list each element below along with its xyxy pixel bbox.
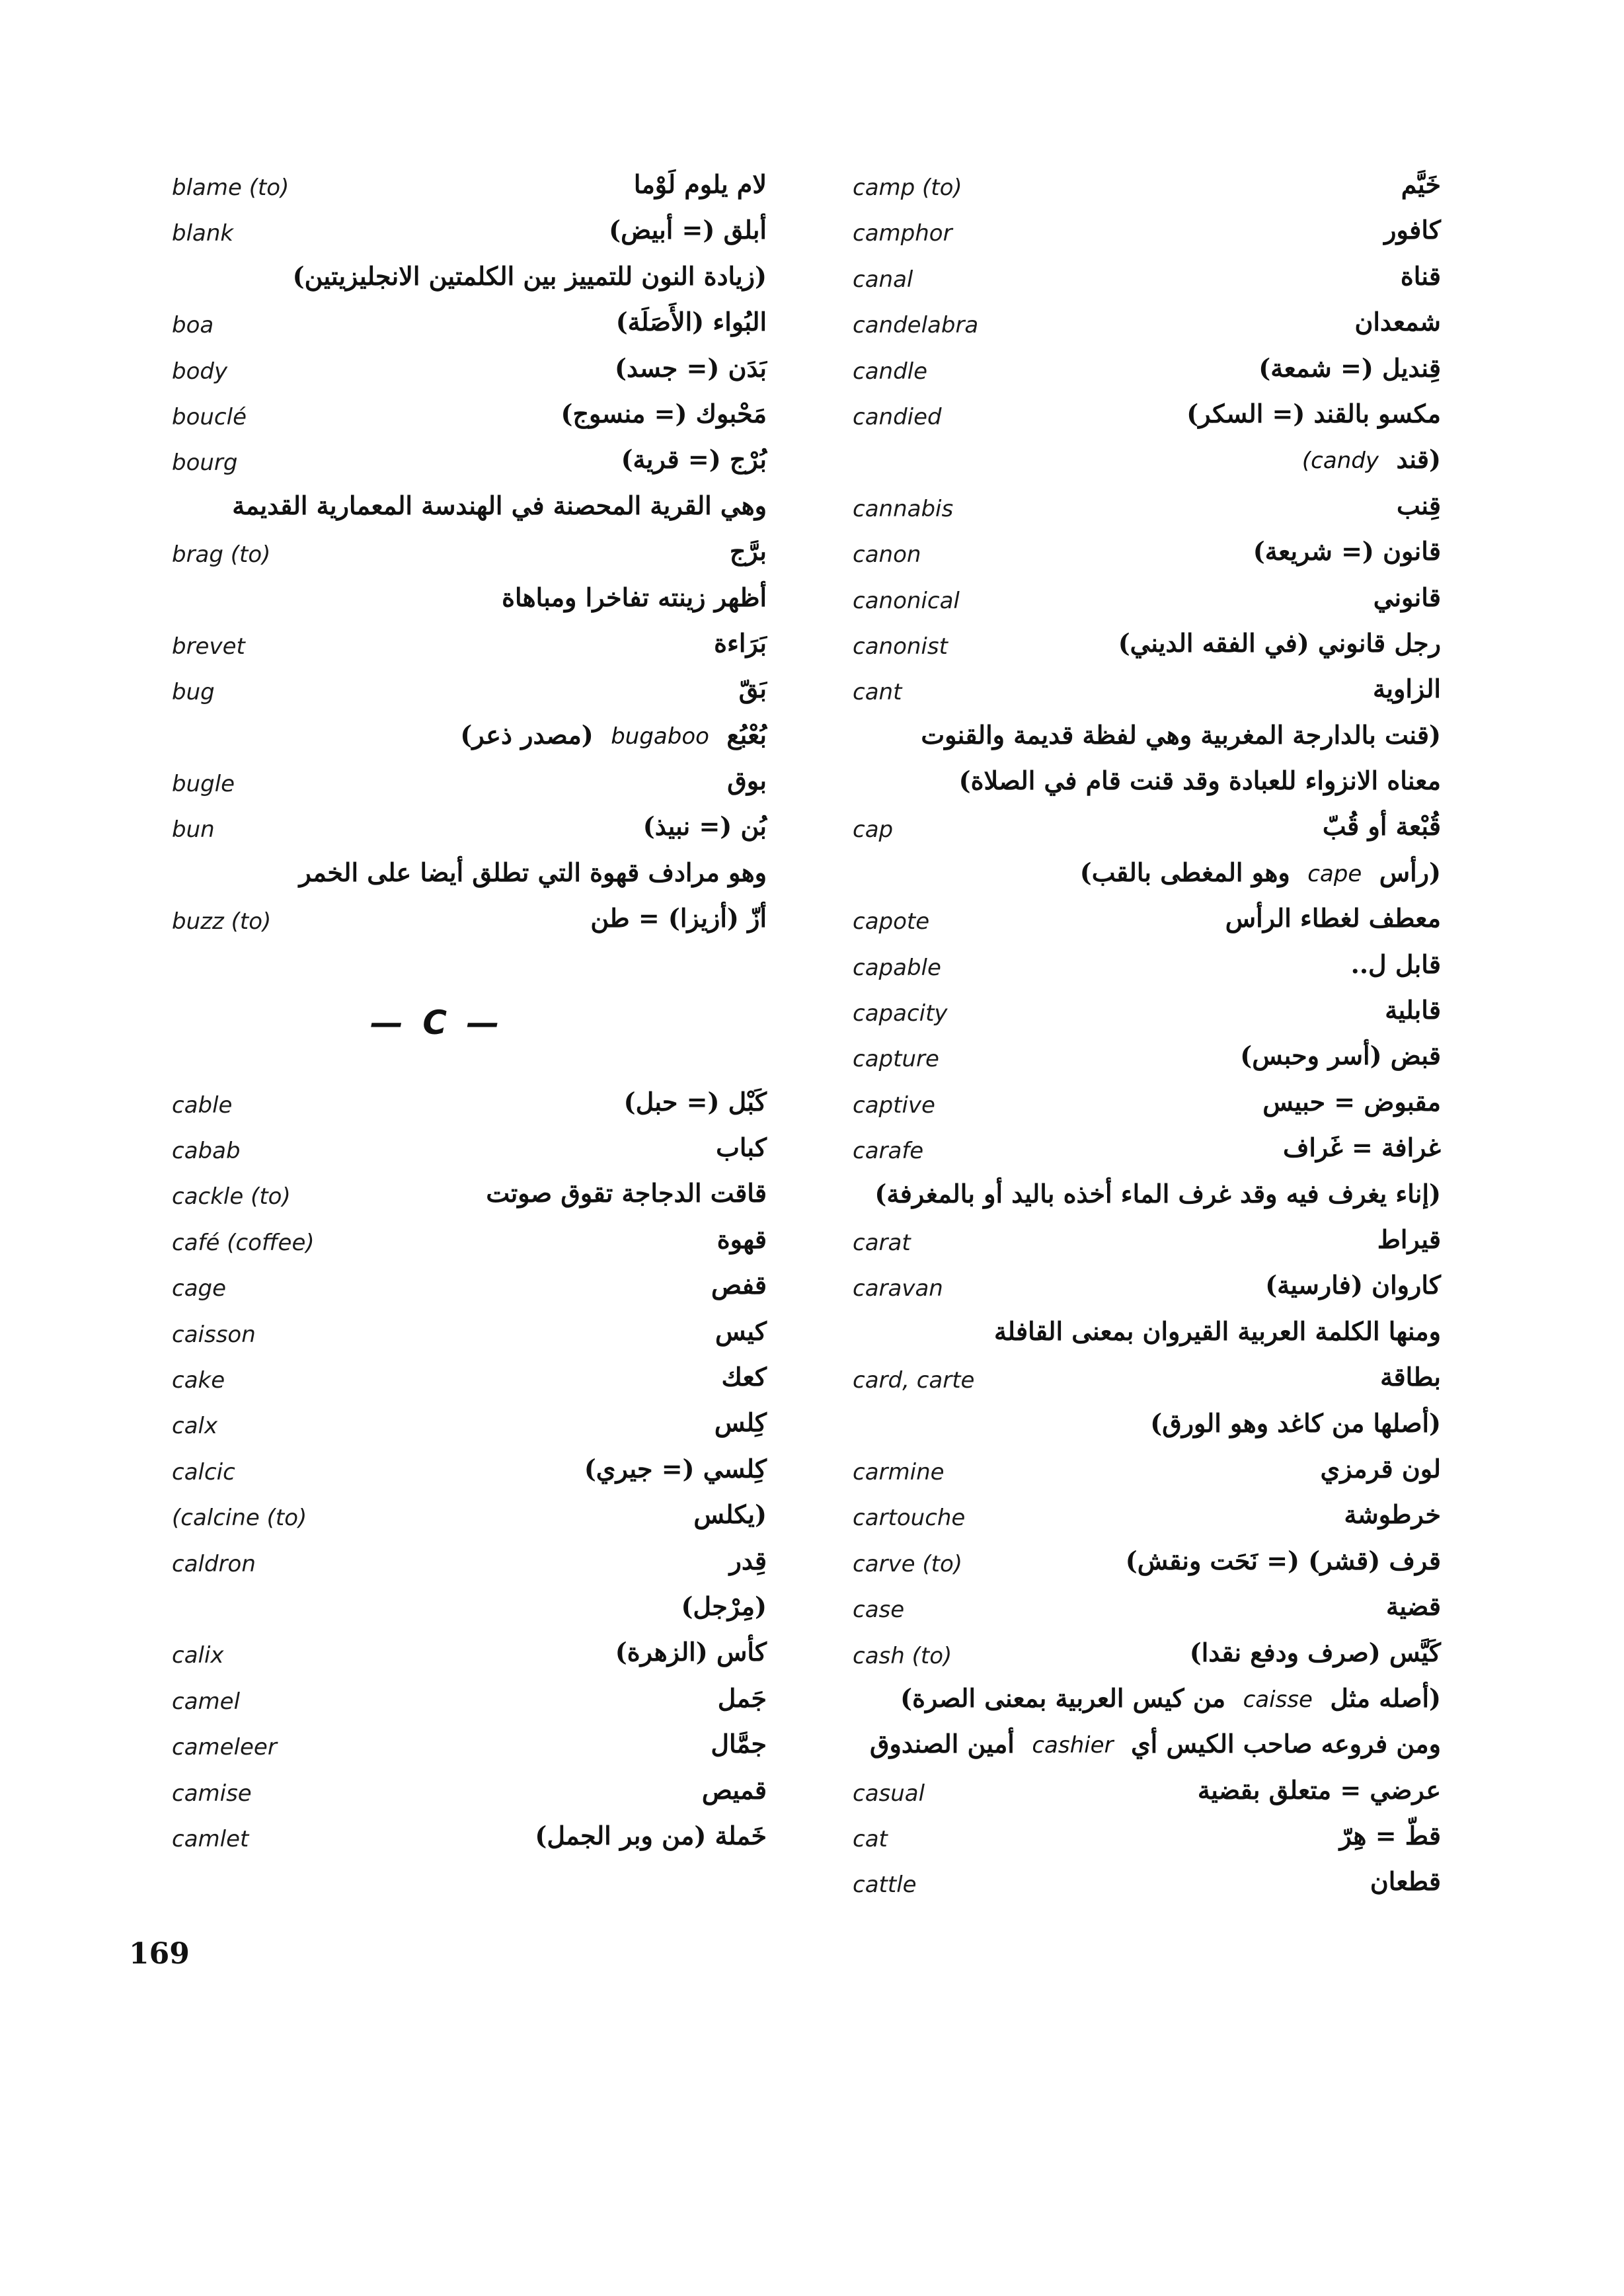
arabic-text: وهي القرية المحصنة في الهندسة المعمارية القديمة: [232, 490, 767, 520]
arabic-definition: [715, 1316, 767, 1346]
english-headword: carat: [853, 1229, 911, 1256]
arabic-text: قابل ل..: [1350, 949, 1441, 979]
arabic-text: خَيَّم: [1401, 169, 1441, 199]
arabic-text-tail: (مصدر ذعر): [460, 719, 594, 750]
english-headword: caravan: [853, 1275, 943, 1302]
dictionary-entry: [853, 1771, 1441, 1817]
dictionary-entry: [853, 853, 1441, 899]
embedded-latin-word: cape: [1307, 860, 1362, 887]
arabic-definition: [561, 399, 767, 428]
arabic-definition: [1262, 1087, 1441, 1117]
arabic-text: بَقّ: [738, 674, 767, 704]
arabic-definition: [739, 674, 767, 703]
english-headword: body: [172, 358, 228, 385]
arabic-definition: [1118, 628, 1441, 658]
arabic-text: مَحْبوك (= منسوج): [561, 398, 767, 428]
english-headword: captive: [853, 1091, 935, 1119]
english-headword: case: [853, 1597, 905, 1624]
arabic-definition: [502, 582, 767, 612]
arabic-text: بطاقة: [1380, 1362, 1441, 1392]
arabic-definition: [1320, 1454, 1441, 1484]
arabic-text: قيراط: [1377, 1224, 1441, 1254]
arabic-text: الزاوية: [1373, 674, 1441, 704]
dictionary-entry: [172, 1312, 767, 1358]
dictionary-entry: [172, 1404, 767, 1449]
arabic-definition: [1401, 169, 1441, 199]
arabic-definition: [722, 1362, 767, 1392]
arabic-text: كيس: [715, 1316, 767, 1346]
english-headword: calx: [172, 1413, 218, 1440]
arabic-definition: [609, 215, 767, 245]
arabic-text: قضية: [1386, 1591, 1441, 1622]
dictionary-entry: [172, 716, 767, 762]
arabic-definition: [1265, 1270, 1441, 1300]
arabic-definition: [615, 1637, 767, 1667]
arabic-text: جَمل: [717, 1682, 767, 1713]
dictionary-entry: [853, 211, 1441, 257]
arabic-definition: [959, 766, 1441, 795]
english-headword: carve (to): [853, 1550, 963, 1577]
dictionary-entry: [853, 1220, 1441, 1266]
dictionary-entry: [172, 487, 767, 532]
english-headword: camise: [172, 1780, 252, 1807]
english-headword: candelabra: [853, 312, 979, 339]
dictionary-entry: [853, 303, 1441, 348]
arabic-definition: [1386, 1591, 1441, 1621]
arabic-definition: [900, 1683, 1441, 1713]
arabic-definition: [624, 1087, 767, 1117]
arabic-definition: [1302, 444, 1441, 474]
english-headword: bouclé: [172, 403, 247, 430]
arabic-text: كاروان (فارسية): [1265, 1270, 1441, 1300]
dictionary-entry: [172, 303, 767, 348]
section-heading: [172, 945, 767, 1083]
embedded-latin-word: caisse: [1243, 1686, 1313, 1713]
dictionary-entry: [172, 395, 767, 440]
arabic-definition: [1186, 399, 1441, 428]
english-headword: buzz (to): [172, 908, 272, 935]
english-headword: cage: [172, 1275, 227, 1302]
arabic-definition: [702, 1775, 767, 1805]
arabic-definition: [1258, 353, 1441, 383]
arabic-text: قناة: [1400, 260, 1441, 291]
arabic-definition: [727, 766, 767, 795]
dictionary-entry: [853, 1817, 1441, 1862]
english-headword: camlet: [172, 1825, 249, 1852]
dictionary-entry: [172, 624, 767, 670]
arabic-definition: [714, 628, 767, 658]
arabic-text: خرطوشة: [1344, 1499, 1441, 1530]
dictionary-entry: [853, 1587, 1441, 1633]
dictionary-entry: [172, 1128, 767, 1174]
arabic-definition: [299, 857, 767, 887]
arabic-definition: [693, 1499, 767, 1529]
arabic-text: بَدَن (= جسد): [614, 352, 767, 383]
arabic-text: بُن (= نبيذ): [642, 811, 767, 842]
dictionary-entry: [172, 349, 767, 395]
english-headword: bun: [172, 816, 215, 844]
english-headword: bugle: [172, 771, 235, 798]
arabic-definition: [486, 1178, 767, 1208]
page-number: 169: [129, 1937, 190, 1971]
arabic-text: شمعدان: [1354, 307, 1441, 337]
dictionary-entry: [853, 762, 1441, 807]
dictionary-entry: [172, 1495, 767, 1541]
dictionary-entry: [172, 899, 767, 945]
dictionary-entry: [853, 1128, 1441, 1174]
arabic-text: (إناء يغرف فيه وقد غرف الماء أخذه باليد أو بالمغرفة): [874, 1178, 1441, 1208]
arabic-text: البُواء (الأَصَلَة): [615, 307, 767, 337]
arabic-definition: [1384, 215, 1441, 245]
arabic-definition: [730, 1546, 767, 1575]
arabic-text: قانوني: [1373, 582, 1441, 612]
arabic-text: ومنها الكلمة العربية القيروان بمعنى القافلة: [994, 1316, 1441, 1346]
arabic-text: كأس (الزهرة): [615, 1637, 767, 1667]
arabic-text: كِلس: [714, 1407, 767, 1438]
arabic-definition: [1385, 995, 1441, 1025]
dictionary-entry: [172, 1358, 767, 1404]
arabic-text: كَيَّس (صرف ودفع نقدا): [1189, 1637, 1441, 1667]
arabic-text: أظهر زينته تفاخرا ومباهاة: [502, 582, 767, 612]
english-headword: cartouche: [853, 1505, 966, 1532]
arabic-text: (أصله مثل: [1330, 1682, 1441, 1713]
arabic-text: قاقت الدجاجة تقوق صوتت: [486, 1178, 767, 1208]
dictionary-entry: [172, 440, 767, 486]
dictionary-entry: [172, 1679, 767, 1725]
dictionary-entry: [853, 991, 1441, 1037]
arabic-definition: [1225, 903, 1441, 933]
arabic-definition: [1401, 261, 1441, 291]
arabic-text: جمَّال: [711, 1729, 767, 1759]
dictionary-entry: [172, 1266, 767, 1312]
arabic-definition: [874, 1179, 1441, 1208]
dictionary-entry: [172, 257, 767, 303]
dictionary-entry: [853, 165, 1441, 211]
arabic-text: قطعان: [1370, 1866, 1441, 1897]
english-headword: cant: [853, 679, 902, 706]
dictionary-entry: [853, 1312, 1441, 1358]
arabic-definition: [643, 811, 767, 841]
arabic-definition: [1283, 1132, 1441, 1162]
english-headword: capote: [853, 908, 930, 935]
dictionary-entry: [853, 532, 1441, 578]
dictionary-entry: [853, 1266, 1441, 1312]
english-headword: capture: [853, 1046, 939, 1073]
english-headword: cackle (to): [172, 1183, 291, 1210]
english-headword: camphor: [853, 220, 952, 247]
section-heading-text: — C —: [370, 1003, 504, 1042]
dictionary-entry: [172, 670, 767, 715]
arabic-definition: [1377, 1224, 1441, 1254]
english-headword: calix: [172, 1642, 224, 1669]
embedded-latin-word: (candy: [1301, 448, 1379, 475]
arabic-text: برَّج: [729, 536, 767, 567]
arabic-text: كباب: [716, 1132, 767, 1163]
english-headword: blame (to): [172, 175, 290, 201]
dictionary-entry: [172, 762, 767, 807]
english-headword: cameleer: [172, 1734, 277, 1761]
english-headword: capable: [853, 954, 941, 981]
arabic-definition: [717, 1224, 767, 1254]
arabic-definition: [621, 444, 767, 474]
dictionary-entry: [172, 1220, 767, 1266]
right-column: [853, 165, 1441, 1909]
dictionary-entry: [172, 1542, 767, 1587]
dictionary-entry: [853, 487, 1441, 532]
arabic-text: لون قرمزي: [1320, 1453, 1441, 1484]
dictionary-entry: [172, 1817, 767, 1862]
english-headword: carmine: [853, 1458, 945, 1485]
arabic-definition: [718, 1683, 767, 1713]
arabic-definition: [1323, 811, 1441, 841]
arabic-definition: [1126, 1546, 1441, 1575]
arabic-text: (رأس: [1379, 857, 1441, 887]
english-headword: calcic: [172, 1458, 235, 1485]
arabic-definition: [615, 353, 767, 383]
left-column-c-entries: [172, 1083, 767, 1863]
english-headword: cake: [172, 1366, 225, 1394]
dictionary-entry: [853, 257, 1441, 303]
dictionary-entry: [853, 1450, 1441, 1495]
dictionary-entry: [853, 1358, 1441, 1404]
dictionary-entry: [172, 1725, 767, 1770]
dictionary-entry: [853, 578, 1441, 624]
dictionary-entry: [853, 624, 1441, 670]
english-headword: brag (to): [172, 541, 271, 569]
arabic-text: كِلسي (= جيري): [584, 1453, 767, 1484]
english-headword: canal: [853, 266, 913, 293]
arabic-definition: [994, 1316, 1441, 1346]
dictionary-entry: [853, 899, 1441, 945]
arabic-definition: [584, 1454, 767, 1484]
dictionary-entry: [853, 1083, 1441, 1128]
arabic-definition: [1373, 582, 1441, 612]
english-headword: cap: [853, 816, 894, 844]
arabic-text: بَرَاءة: [714, 627, 767, 658]
arabic-text: (أصلها من كاغد وهو الورق): [1150, 1407, 1441, 1438]
arabic-definition: [460, 720, 767, 750]
arabic-definition: [1354, 307, 1441, 336]
arabic-definition: [1380, 1362, 1441, 1392]
arabic-text: قابلية: [1385, 995, 1441, 1025]
arabic-definition: [1373, 674, 1441, 703]
dictionary-entry: [172, 1174, 767, 1220]
arabic-text: معطف لغطاء الرأس: [1225, 903, 1441, 933]
english-headword: caisson: [172, 1321, 256, 1348]
dictionary-entry: [853, 1725, 1441, 1770]
english-headword: cash (to): [853, 1642, 952, 1669]
english-headword: capacity: [853, 1000, 948, 1027]
left-column: [172, 165, 767, 1862]
dictionary-entry: [853, 1862, 1441, 1908]
english-headword: camel: [172, 1688, 241, 1715]
arabic-text: وهو مرادف قهوة التي تطلق أيضا على الخمر: [299, 857, 767, 887]
english-headword: candle: [853, 358, 928, 385]
english-headword: cable: [172, 1091, 233, 1119]
arabic-definition: [634, 169, 767, 199]
arabic-definition: [921, 720, 1441, 750]
dictionary-entry: [172, 578, 767, 624]
arabic-text: (مِرْجل): [681, 1591, 767, 1621]
arabic-text: (زيادة النون للتمييز بين الكلمتين الانجليزيتين): [292, 260, 767, 291]
english-headword: canon: [853, 541, 921, 569]
dictionary-entry: [853, 1404, 1441, 1450]
dictionary-entry: [853, 1679, 1441, 1725]
dictionary-entry: [853, 670, 1441, 715]
arabic-definition: [715, 1407, 767, 1437]
arabic-definition: [535, 1821, 767, 1850]
arabic-text-tail: وهو المغطى بالقب): [1079, 857, 1290, 887]
arabic-definition: [1150, 1408, 1441, 1438]
arabic-definition: [870, 1729, 1441, 1759]
english-headword: brevet: [172, 633, 245, 660]
arabic-text: قفص: [711, 1270, 767, 1300]
arabic-text: أزّ (أزيزا) = طن: [590, 903, 767, 933]
arabic-definition: [1351, 949, 1441, 979]
arabic-text: قِنديل (= شمعة): [1258, 352, 1441, 383]
arabic-text: قانون (= شريعة): [1253, 536, 1441, 567]
arabic-text: غرافة = غَراف: [1282, 1132, 1441, 1163]
english-headword: canonical: [853, 587, 960, 614]
dictionary-entry: [172, 1450, 767, 1495]
arabic-definition: [590, 903, 767, 933]
english-headword: cannabis: [853, 495, 954, 522]
english-headword: candied: [853, 403, 942, 430]
arabic-text: لام يلوم لَوْما: [633, 169, 767, 199]
english-headword: canonist: [853, 633, 948, 660]
dictionary-entry: [853, 1542, 1441, 1587]
arabic-definition: [716, 1132, 767, 1162]
arabic-definition: [1080, 857, 1441, 887]
arabic-text: قميص: [701, 1774, 767, 1805]
arabic-definition: [1240, 1041, 1441, 1070]
arabic-definition: [1370, 1866, 1441, 1896]
arabic-definition: [711, 1270, 767, 1300]
arabic-definition: [1253, 536, 1441, 566]
arabic-definition: [1190, 1638, 1441, 1667]
english-headword: card, carte: [853, 1367, 975, 1394]
arabic-text: قبض (أسر وحبس): [1240, 1041, 1441, 1071]
dictionary-entry: [172, 1083, 767, 1128]
dictionary-entry: [853, 1037, 1441, 1082]
arabic-definition: [293, 261, 767, 291]
arabic-definition: [232, 491, 767, 520]
arabic-text: بوق: [727, 766, 767, 796]
dictionary-entry: [853, 1495, 1441, 1541]
dictionary-entry: [172, 807, 767, 853]
arabic-text: (قند: [1396, 444, 1441, 475]
arabic-text: قطّ = هِرّ: [1339, 1821, 1441, 1851]
arabic-text-tail: من كيس العربية بمعنى الصرة): [900, 1682, 1226, 1713]
arabic-text: عرضي = متعلق بقضية: [1197, 1774, 1441, 1805]
dictionary-entry: [853, 395, 1441, 440]
english-headword: bourg: [172, 450, 238, 477]
arabic-definition: [681, 1591, 767, 1621]
english-headword: caldron: [172, 1550, 256, 1577]
arabic-text: أبلق (= أبيض): [609, 215, 767, 245]
dictionary-entry: [172, 211, 767, 257]
arabic-text: كَبْل (= حبل): [623, 1086, 767, 1117]
arabic-text: قِنب: [1397, 490, 1441, 520]
arabic-text: ومن فروعه صاحب الكيس أي: [1130, 1729, 1441, 1759]
english-headword: cabab: [172, 1138, 241, 1165]
english-headword: cattle: [853, 1872, 917, 1899]
english-headword: café (coffee): [172, 1229, 315, 1256]
arabic-definition: [616, 307, 767, 336]
arabic-text: (قنت بالدارجة المغربية وهي لفظة قديمة والقنوت: [921, 719, 1441, 750]
dictionary-entry: [172, 165, 767, 211]
dictionary-entry: [853, 716, 1441, 762]
embedded-latin-word: cashier: [1032, 1732, 1114, 1759]
arabic-text: كعك: [721, 1361, 767, 1392]
english-headword: (calcine (to): [172, 1505, 307, 1532]
arabic-text: خَملة (من وبر الجمل): [535, 1820, 767, 1850]
english-headword: carafe: [853, 1138, 924, 1165]
arabic-text: مقبوض = حبيس: [1262, 1086, 1441, 1117]
english-headword: casual: [853, 1780, 925, 1807]
embedded-latin-word: bugaboo: [611, 723, 709, 750]
arabic-definition: [730, 536, 767, 566]
dictionary-entry: [853, 349, 1441, 395]
arabic-text: قرف (قشر) (= نَحَت ونقش): [1125, 1545, 1441, 1575]
dictionary-entry: [172, 853, 767, 899]
arabic-text: رجل قانوني (في الفقه الديني): [1118, 627, 1441, 658]
english-headword: boa: [172, 312, 214, 339]
dictionary-entry: [172, 1587, 767, 1633]
dictionary-entry: [853, 1175, 1441, 1220]
arabic-definition: [1339, 1821, 1441, 1850]
dictionary-entry: [853, 1634, 1441, 1679]
arabic-text: مكسو بالقند (= السكر): [1186, 398, 1441, 428]
english-headword: cat: [853, 1826, 888, 1853]
arabic-text: بُعْبُع: [726, 719, 767, 750]
arabic-text: بُرْج (= قرية): [621, 444, 767, 475]
dictionary-entry: [853, 945, 1441, 991]
arabic-definition: [711, 1729, 767, 1759]
dictionary-entry: [172, 1633, 767, 1679]
arabic-definition: [1397, 491, 1441, 520]
arabic-text: قِدر: [729, 1545, 767, 1575]
arabic-definition: [1198, 1775, 1441, 1805]
dictionary-entry: [172, 1771, 767, 1817]
arabic-text: قهوة: [716, 1224, 767, 1254]
arabic-text: قُبْعة أو قُبّ: [1322, 811, 1441, 842]
arabic-text: (يكلس: [693, 1499, 767, 1530]
dictionary-entry: [853, 807, 1441, 853]
english-headword: camp (to): [853, 175, 962, 201]
left-column-b-entries: [172, 165, 767, 945]
english-headword: blank: [172, 220, 234, 247]
arabic-text: معناه الانزواء للعبادة وقد قنت قام في الصلاة): [958, 766, 1441, 796]
dictionary-entry: [853, 440, 1441, 486]
dictionary-entry: [172, 532, 767, 578]
arabic-text-tail: أمين الصندوق: [869, 1729, 1015, 1759]
arabic-definition: [1344, 1499, 1441, 1529]
english-headword: bug: [172, 679, 215, 706]
arabic-text: كافور: [1384, 215, 1441, 245]
